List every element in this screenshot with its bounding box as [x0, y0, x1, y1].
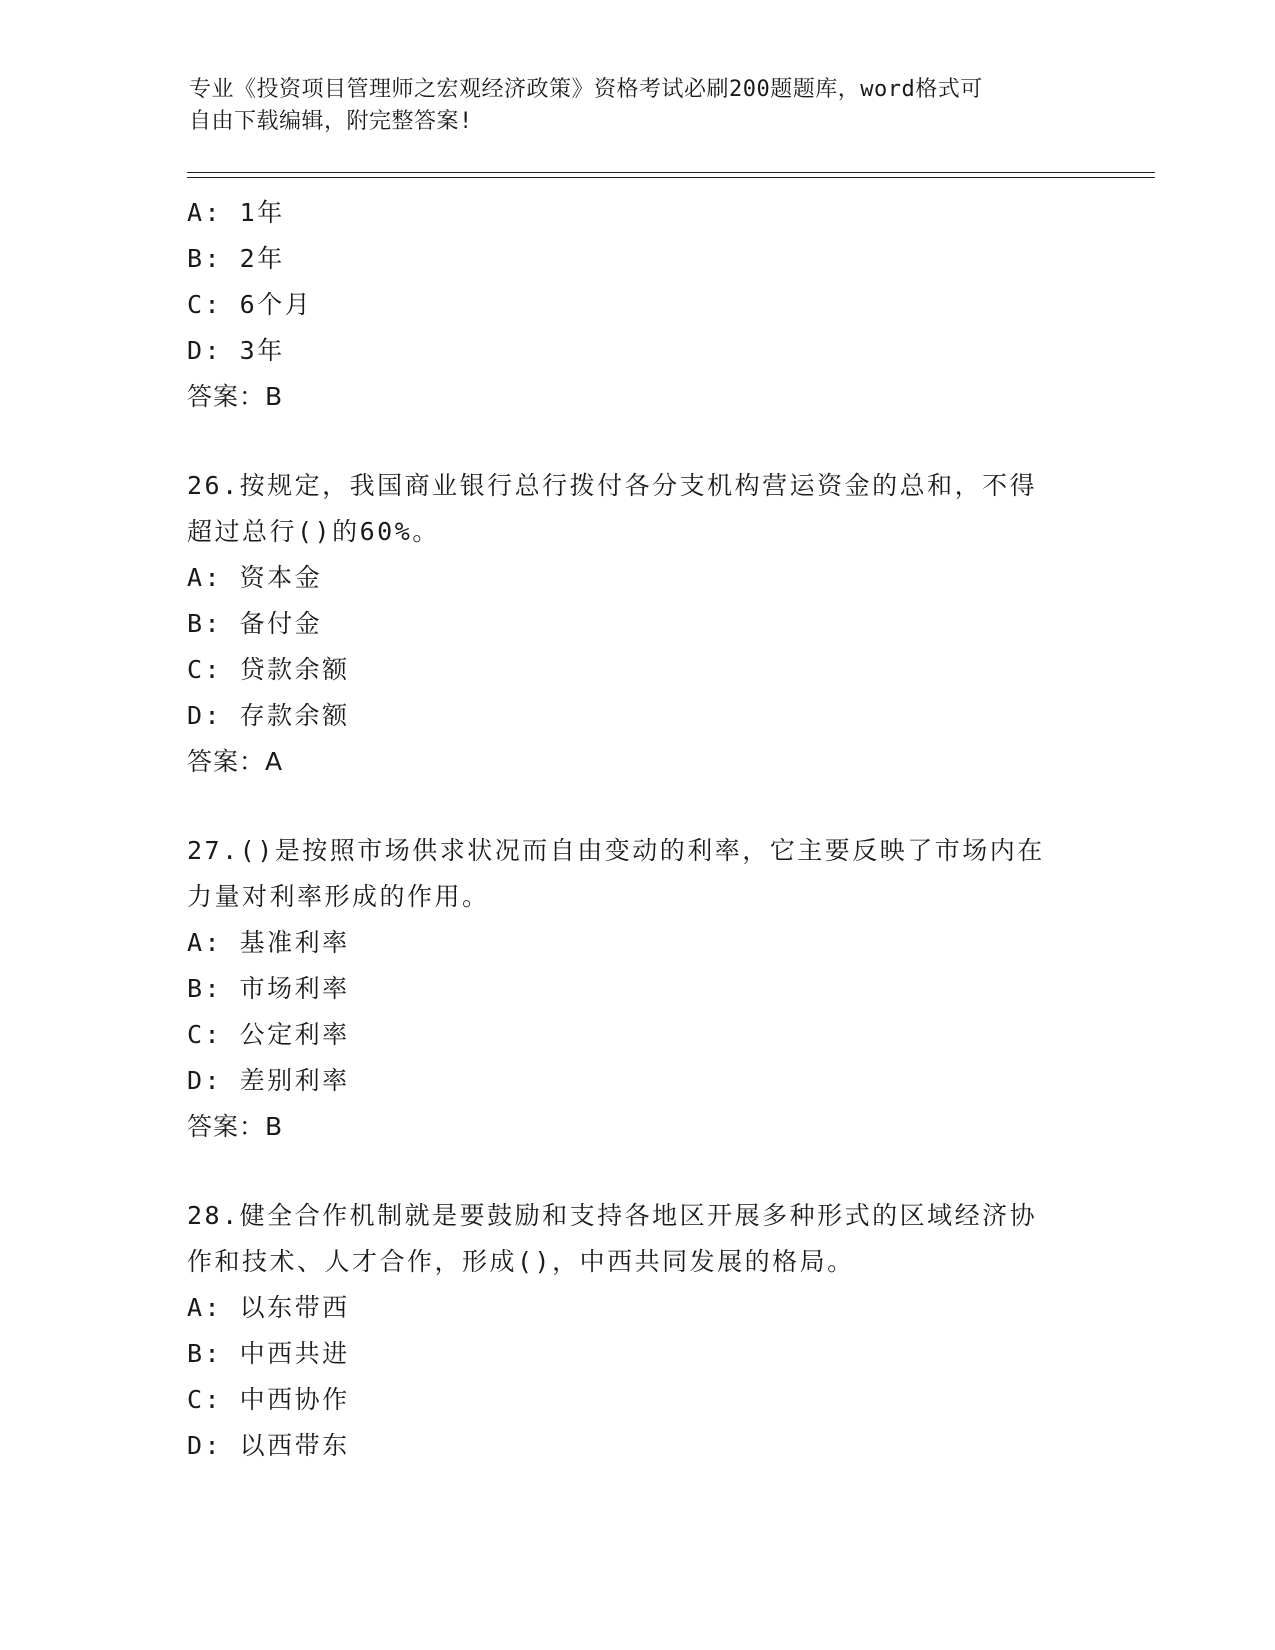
header-divider-top — [187, 172, 1155, 173]
header-divider-bottom — [187, 177, 1155, 178]
option-a: A: 以东带西 — [187, 1293, 350, 1322]
answer: 答案：B — [187, 1112, 284, 1141]
question-25-partial — [187, 190, 1087, 420]
question-26 — [187, 463, 1087, 785]
question-28 — [187, 1193, 1087, 1469]
option-a: A: 基准利率 — [187, 928, 350, 957]
option-c: C: 贷款余额 — [187, 655, 350, 684]
question-line-2: 力量对利率形成的作用。 — [187, 882, 490, 911]
answer: 答案：A — [187, 747, 284, 776]
option-d: D: 差别利率 — [187, 1066, 350, 1095]
option-d: D: 以西带东 — [187, 1431, 350, 1460]
question-line-2: 超过总行()的60%。 — [187, 517, 440, 546]
header-line-2: 自由下载编辑，附完整答案! — [189, 109, 473, 134]
question-line-1: 28.健全合作机制就是要鼓励和支持各地区开展多种形式的区域经济协 — [187, 1201, 1038, 1230]
question-text — [187, 1193, 1087, 1285]
option-c: C: 6个月 — [187, 290, 313, 319]
option-b: B: 市场利率 — [187, 974, 350, 1003]
question-list — [187, 190, 1087, 1469]
option-d: D: 存款余额 — [187, 701, 350, 730]
question-line-2: 作和技术、人才合作，形成()，中西共同发展的格局。 — [187, 1247, 855, 1276]
option-c: C: 中西协作 — [187, 1385, 350, 1414]
option-d: D: 3年 — [187, 336, 285, 365]
option-a: A: 资本金 — [187, 563, 323, 592]
option-c: C: 公定利率 — [187, 1020, 350, 1049]
question-27 — [187, 828, 1087, 1150]
document-header — [189, 74, 1069, 138]
option-b: B: 2年 — [187, 244, 285, 273]
question-line-1: 26.按规定，我国商业银行总行拨付各分支机构营运资金的总和，不得 — [187, 471, 1038, 500]
option-b: B: 备付金 — [187, 609, 323, 638]
option-b: B: 中西共进 — [187, 1339, 350, 1368]
header-line-1: 专业《投资项目管理师之宏观经济政策》资格考试必刷200题题库，word格式可 — [189, 77, 983, 102]
answer: 答案：B — [187, 382, 284, 411]
question-text — [187, 463, 1087, 555]
question-line-1: 27.()是按照市场供求状况而自由变动的利率，它主要反映了市场内在 — [187, 836, 1045, 865]
option-a: A: 1年 — [187, 198, 285, 227]
question-text — [187, 828, 1087, 920]
